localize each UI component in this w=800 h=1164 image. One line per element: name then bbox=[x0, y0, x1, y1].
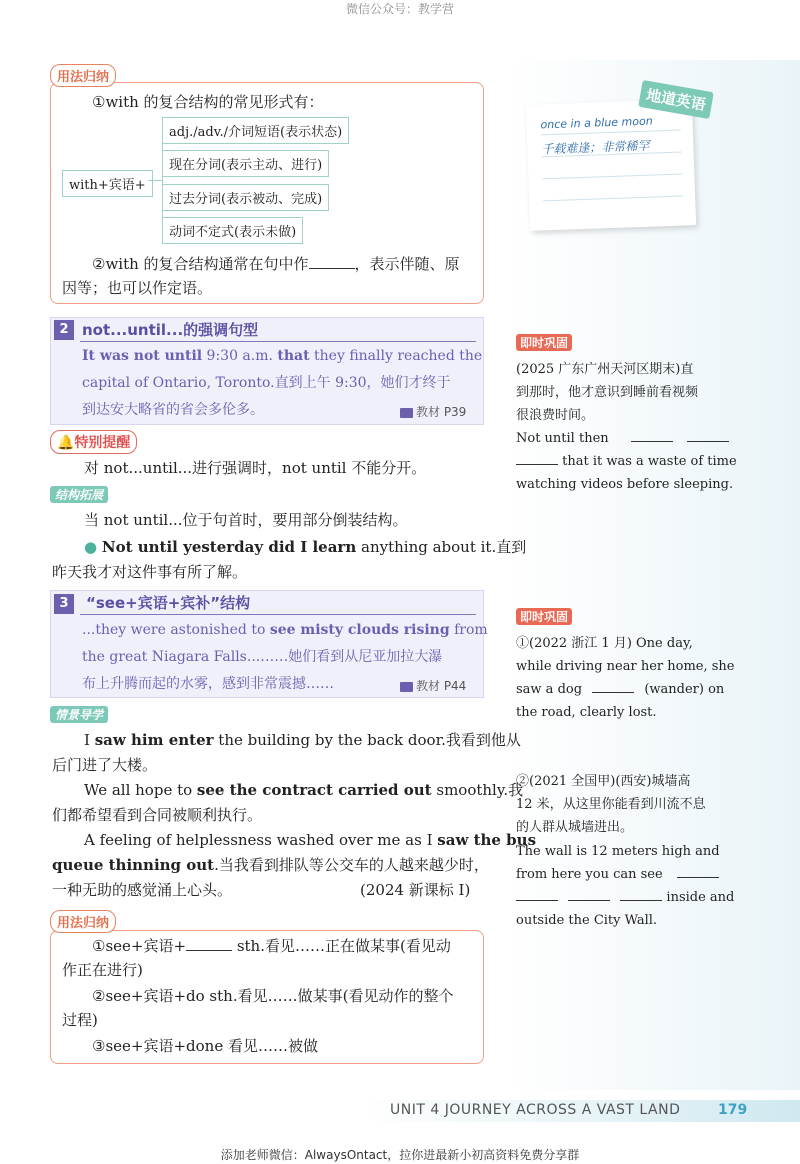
usage-see-line-3: ③see+宾语+done 看见……被做 bbox=[92, 1037, 318, 1055]
scene-tag: 情景导学 bbox=[50, 706, 108, 723]
diagram-connector bbox=[148, 180, 162, 181]
diagram-branch: 过去分词(表示被动、完成) bbox=[162, 184, 329, 211]
answer-blank[interactable] bbox=[592, 692, 634, 693]
usage-line-1: ①with 的复合结构的常见形式有： bbox=[92, 93, 324, 111]
answer-blank[interactable] bbox=[186, 950, 232, 951]
structure-title: “see+宾语+宾补”结构 bbox=[86, 594, 251, 612]
practice-line: ①(2022 浙江 1 月) One day, bbox=[516, 636, 693, 651]
diagram-connector bbox=[162, 130, 163, 230]
practice-line: Not until then bbox=[516, 427, 729, 450]
scene-paragraph-1: I saw him enter the building by the back door.我看到他从 bbox=[84, 731, 521, 749]
footer-unit-title: UNIT 4 JOURNEY ACROSS A VAST LAND bbox=[390, 1102, 681, 1118]
top-watermark: 微信公众号：教学营 bbox=[345, 2, 454, 16]
practice-line: The wall is 12 meters high and bbox=[516, 844, 720, 859]
bell-icon: 🔔 bbox=[57, 435, 75, 451]
practice-line: inside and bbox=[516, 886, 734, 909]
answer-blank[interactable] bbox=[631, 441, 673, 442]
usage-tag: 用法归纳 bbox=[50, 910, 116, 933]
answer-blank[interactable] bbox=[516, 464, 558, 465]
book-icon bbox=[400, 408, 413, 418]
usage-see-line-2: ②see+宾语+do sth.看见……做某事(看见动作的整个 bbox=[92, 987, 454, 1005]
scene-paragraph-2: We all hope to see the contract carried out smoothly.我 bbox=[84, 781, 524, 799]
usage-line-2: ②with 的复合结构通常在句中作 ，表示伴随、原 bbox=[92, 255, 460, 273]
scene-paragraph-1-cont: 后门进了大楼。 bbox=[52, 756, 158, 774]
practice-line: that it was a waste of time bbox=[516, 450, 737, 473]
structure-rule bbox=[80, 341, 476, 342]
structure-number: 3 bbox=[54, 594, 74, 614]
expand-example: ● Not until yesterday did I learn anything about it.直到 bbox=[84, 538, 527, 556]
book-icon bbox=[400, 682, 413, 692]
scene-paragraph-3-end: 一种无助的感觉涌上心头。 bbox=[52, 881, 233, 899]
usage-see-line-1-cont: 作正在进行) bbox=[62, 961, 143, 979]
usage-tag: 用法归纳 bbox=[50, 64, 116, 87]
diagram-root: with+宾语+ bbox=[62, 170, 153, 197]
practice-line: from here you can see bbox=[516, 863, 719, 886]
answer-blank[interactable] bbox=[677, 877, 719, 878]
note-rule bbox=[543, 196, 683, 202]
note-rule bbox=[542, 174, 682, 180]
diagram-branch: 动词不定式(表示未做) bbox=[162, 217, 303, 244]
practice-line: the road, clearly lost. bbox=[516, 705, 657, 720]
practice-line: watching videos before sleeping. bbox=[516, 477, 734, 492]
idiom-chinese: 千载难逢；非常稀罕 bbox=[541, 138, 650, 157]
answer-blank[interactable] bbox=[620, 900, 662, 901]
practice-line: 12 米，从这里你能看到川流不息 bbox=[516, 797, 706, 812]
structure-example-line: It was not until 9:30 a.m. that they finally reached the bbox=[82, 348, 483, 364]
answer-blank[interactable] bbox=[687, 441, 729, 442]
structure-number: 2 bbox=[54, 320, 74, 340]
practice-tag: 即时巩固 bbox=[516, 608, 572, 625]
idiom-note-card bbox=[526, 99, 696, 231]
page-number: 179 bbox=[718, 1102, 748, 1118]
diagram-branch: adj./adv./介词短语(表示状态) bbox=[162, 117, 349, 144]
practice-line: 很浪费时间。 bbox=[516, 408, 595, 423]
practice-line: outside the City Wall. bbox=[516, 913, 658, 928]
structure-rule bbox=[80, 614, 476, 615]
usage-line-3: 因等；也可以作定语。 bbox=[62, 279, 213, 297]
practice-tag: 即时巩固 bbox=[516, 334, 572, 351]
practice-line: while driving near her home, she bbox=[516, 659, 735, 674]
structure-example-line: the great Niagara Falls...……她们看到从尼亚加拉大瀑 bbox=[82, 649, 443, 665]
scene-source: (2024 新课标 Ⅰ) bbox=[360, 881, 471, 899]
scene-paragraph-3: A feeling of helplessness washed over me as I saw the bus bbox=[84, 831, 537, 849]
remind-tag: 🔔特别提醒 bbox=[50, 430, 137, 454]
practice-line: (2025 广东广州天河区期末)直 bbox=[516, 362, 694, 377]
structure-example-line: ...they were astonished to see misty clouds rising from bbox=[82, 622, 488, 638]
diagram-branch: 现在分词(表示主动、进行) bbox=[162, 150, 329, 177]
textbook-reference: 教材 P44 bbox=[400, 677, 466, 694]
usage-see-line-2-cont: 过程) bbox=[62, 1011, 98, 1029]
expand-line: 当 not until...位于句首时，要用部分倒装结构。 bbox=[84, 511, 408, 529]
expand-example-translation: 昨天我才对这件事有所了解。 bbox=[52, 563, 248, 581]
bullet-icon: ● bbox=[84, 538, 98, 556]
practice-line: 到那时，他才意识到睡前看视频 bbox=[516, 385, 699, 400]
practice-line: ②(2021 全国甲)(西安)城墙高 bbox=[516, 774, 691, 789]
structure-example-line: 布上升腾而起的水雾，感到非常震撼…… bbox=[82, 676, 334, 692]
answer-blank[interactable] bbox=[309, 268, 355, 269]
remind-line: 对 not...until...进行强调时，not until 不能分开。 bbox=[84, 459, 427, 477]
bottom-watermark: 添加老师微信：AlwaysOntact，拉你进最新小初高资料免费分享群 bbox=[220, 1148, 580, 1162]
idiom-english: once in a blue moon bbox=[540, 114, 653, 132]
scene-paragraph-3-cont: queue thinning out.当我看到排队等公交车的人越来越少时， bbox=[52, 856, 489, 874]
practice-line: 的人群从城墙进出。 bbox=[516, 820, 634, 835]
usage-see-line-1: ①see+宾语+ sth.看见……正在做某事(看见动 bbox=[92, 937, 451, 955]
idiom-stamp: 地道英语 bbox=[638, 80, 714, 119]
answer-blank[interactable] bbox=[568, 900, 610, 901]
textbook-reference: 教材 P39 bbox=[400, 403, 466, 420]
structure-example-line: 到达安大略省的省会多伦多。 bbox=[82, 402, 264, 418]
structure-title: not...until...的强调句型 bbox=[82, 321, 259, 339]
expand-tag: 结构拓展 bbox=[50, 486, 108, 503]
practice-line: saw a dog (wander) on bbox=[516, 682, 725, 697]
structure-example-line: capital of Ontario, Toronto.直到上午 9:30，她们才终于 bbox=[82, 375, 451, 391]
scene-paragraph-2-cont: 们都希望看到合同被顺利执行。 bbox=[52, 806, 263, 824]
answer-blank[interactable] bbox=[516, 900, 558, 901]
